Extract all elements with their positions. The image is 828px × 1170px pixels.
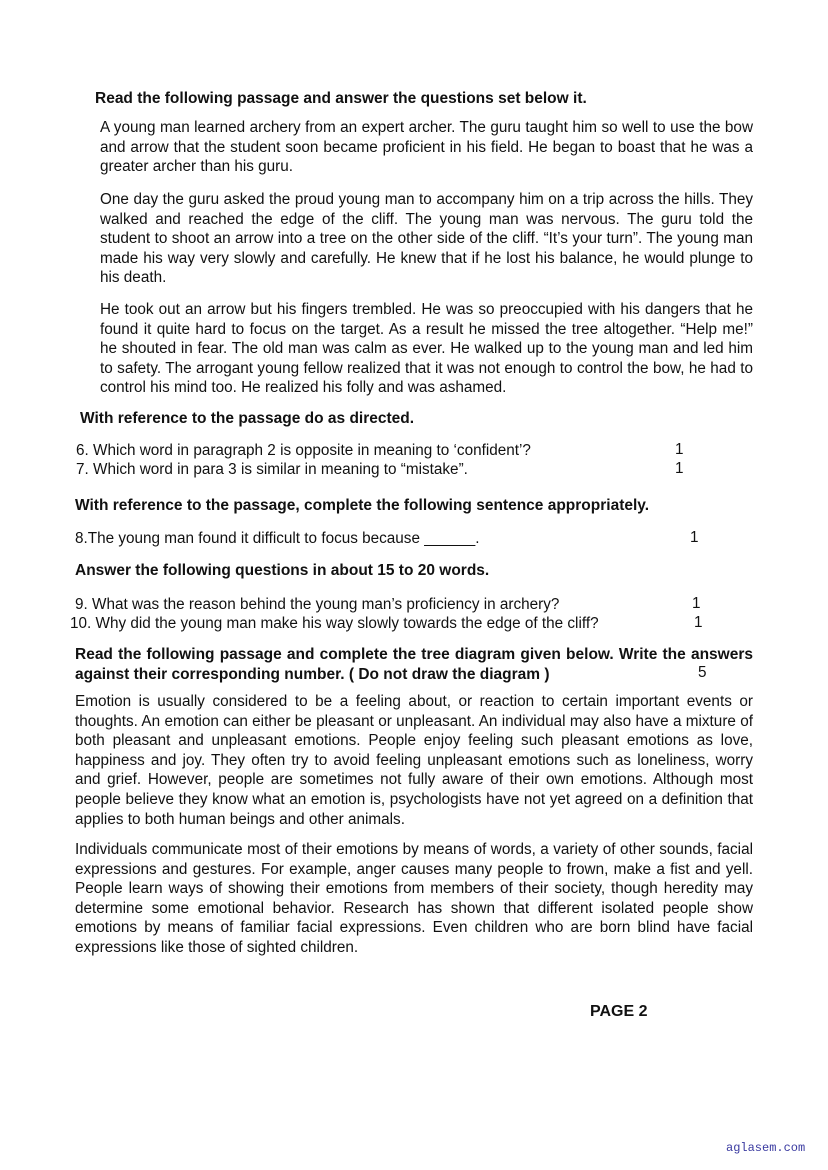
passage-paragraph-1: A young man learned archery from an expert archer. The guru taught him so well to use the bow and arrow that the student soon became proficient in his field. He began to boast that he was a greater archer than his guru. — [100, 119, 753, 176]
question-9: 9. What was the reason behind the young man’s proficiency in archery? — [75, 596, 560, 613]
tree-diagram-instruction-text: Read the following passage and complete the tree diagram given below. Write the answers against their corresponding number. ( Do not draw the diagram ) — [75, 646, 753, 683]
question-8: 8.The young man found it difficult to focus because ______. — [75, 530, 480, 547]
tree-diagram-marks: 5 — [698, 664, 707, 681]
passage-instruction: Read the following passage and answer the questions set below it. — [95, 90, 587, 107]
question-7: 7. Which word in para 3 is similar in meaning to “mistake”. — [76, 461, 468, 478]
question-10-marks: 1 — [694, 614, 703, 631]
tree-diagram-instruction — [75, 645, 753, 684]
directed-heading: With reference to the passage do as directed. — [80, 410, 415, 427]
question-8-marks: 1 — [690, 529, 699, 546]
question-10: 10. Why did the young man make his way slowly towards the edge of the cliff? — [70, 615, 599, 632]
emotion-paragraph-2: Individuals communicate most of their emotions by means of words, a variety of other sounds, facial expressions and gestures. For example, anger causes many people to frown, make a fist and yell. People learn ways of showing their emotions from members of their society, though heredity may determine some emotional behavior. Research has shown that different isolated people show emotions by means of familiar facial expressions. Even children who are born blind have facial expressions like those of sighted children. — [75, 841, 753, 956]
question-7-marks: 1 — [675, 460, 684, 477]
question-9-marks: 1 — [692, 595, 701, 612]
answer-heading: Answer the following questions in about 15 to 20 words. — [75, 562, 490, 579]
complete-heading: With reference to the passage, complete the following sentence appropriately. — [75, 497, 650, 514]
emotion-paragraph-1: Emotion is usually considered to be a feeling about, or reaction to certain important events or thoughts. An emotion can either be pleasant or unpleasant. An individual may also have a mixture of both pleasant and unpleasant emotions. People enjoy feeling such pleasant emotions as love, happiness and joy. They often try to avoid feeling unpleasant emotions such as loneliness, worry and grief. However, people are sometimes not fully aware of their own emotions. Although most people believe they know what an emotion is, psychologists have not yet agreed on a definition that applies to both human beings and other animals. — [75, 693, 753, 828]
page-number: PAGE 2 — [590, 1003, 648, 1020]
passage-paragraph-2: One day the guru asked the proud young man to accompany him on a trip across the hills. They walked and reached the edge of the cliff. The young man was nervous. The guru told the student to shoot an arrow into a tree on the other side of the cliff. “It’s your turn”. The young man made his way very slowly and carefully. He knew that if he lost his balance, he would plunge to his death. — [100, 191, 753, 287]
question-6: 6. Which word in paragraph 2 is opposite in meaning to ‘confident’? — [76, 442, 531, 459]
passage-paragraph-3: He took out an arrow but his fingers trembled. He was so preoccupied with his dangers that he found it quite hard to focus on the target. As a result he missed the tree altogether. “Help me!” he shouted in fear. The old man was calm as ever. He walked up to the young man and led him to safety. The arrogant young fellow realized that it was not enough to control the bow, he had to control his mind too. He realized his folly and was ashamed. — [100, 301, 753, 397]
question-6-marks: 1 — [675, 441, 684, 458]
watermark: aglasem.com — [726, 1141, 806, 1155]
